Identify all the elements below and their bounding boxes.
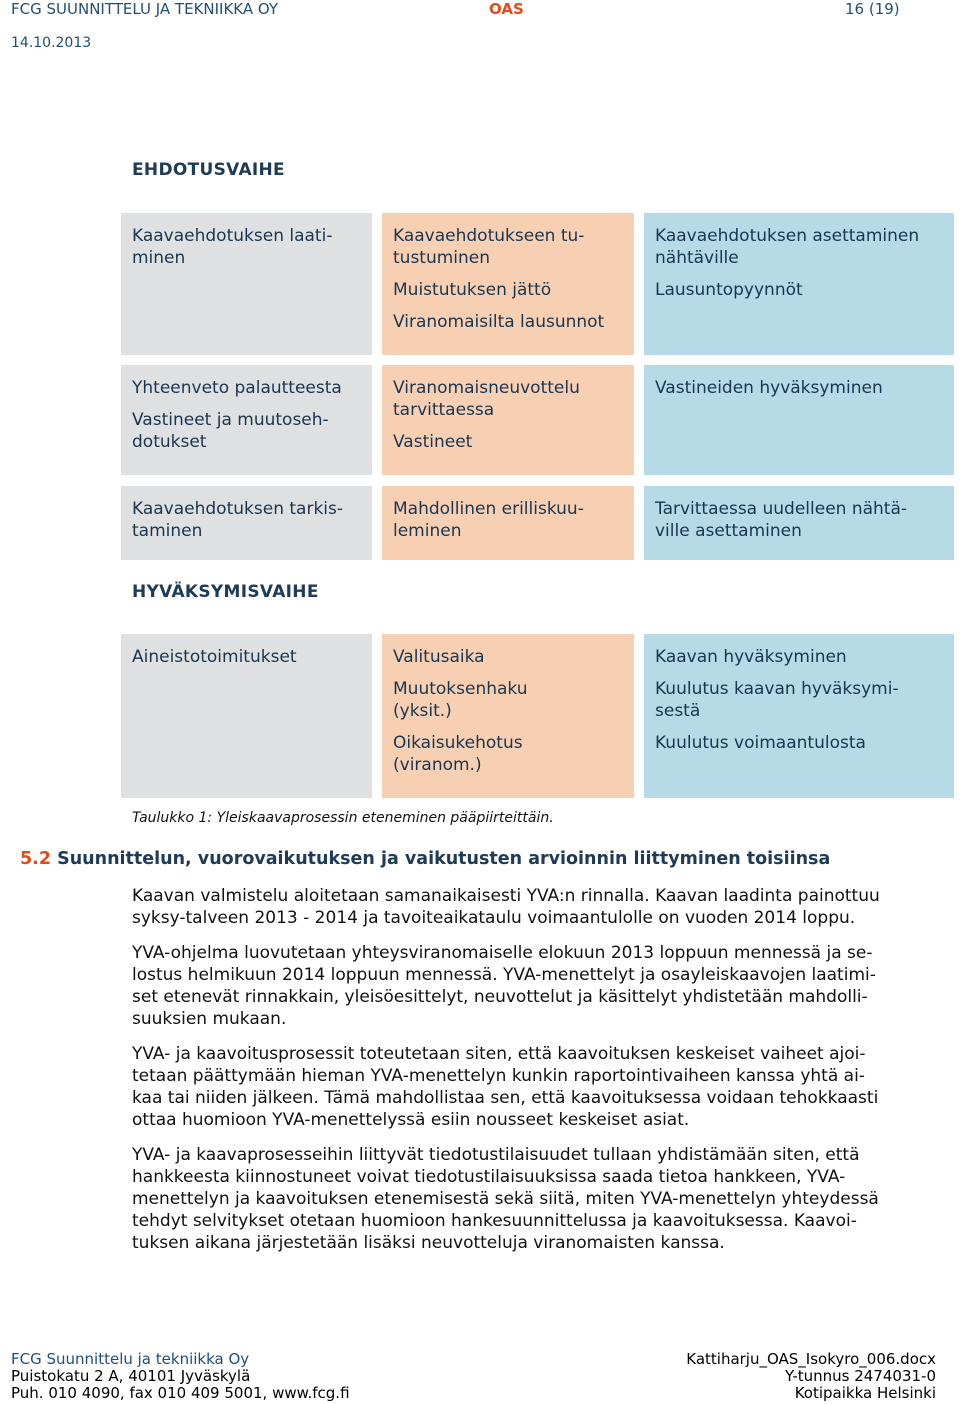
section-heading <box>20 849 830 869</box>
cell-line: Kaavan hyväksyminen <box>655 647 847 667</box>
paragraph: YVA- ja kaavoitusprosessit toteutetaan siten, että kaavoituksen keskeiset vaiheet ajoi- tetaan päättymään hieman YVA-menettelyn kunkin raportointivaiheen kanssa yhtä ai- kaa tai niiden jälkeen. Tämä mahdollistaa sen, että kaavoituksessa voidaan tehokkaasti ottaa huomioon YVA-menettelyssä esiin nousseet keskeiset asiat. <box>132 1044 879 1130</box>
phase-title-hyvaksymisvaihe: HYVÄKSYMISVAIHE <box>132 582 319 602</box>
cell-line: Kaavaehdotuksen tarkis- taminen <box>132 499 343 541</box>
cell-line: Oikaisukehotus (viranom.) <box>393 733 523 775</box>
header-page-number: 16 (19) <box>845 0 900 18</box>
paragraph: YVA- ja kaavaprosesseihin liittyvät tiedotustilaisuudet tullaan yhdistämään siten, että hankkeesta kiinnostuneet voivat tiedotustilaisuuksissa saada tietoa hankkeen, YVA- menettelyn ja kaavoituksen etenemisestä sekä siitä, miten YVA-menettelyn yhteydessä tehdyt selvitykset otetaan huomioon hankesuunnittelussa ja kaavoituksessa. Kaavoi- tuksen aikana järjestetään lisäksi neuvotteluja viranomaisten kanssa. <box>132 1145 879 1253</box>
paragraph: Kaavan valmistelu aloitetaan samanaikaisesti YVA:n rinnalla. Kaavan laadinta painottuu syksy-talveen 2013 - 2014 ja tavoiteaikataulu voimaantulolle on vuoden 2014 loppu. <box>132 886 880 928</box>
footer-company: FCG Suunnittelu ja tekniikka Oy <box>11 1350 250 1368</box>
table-cell-authorities <box>644 365 954 475</box>
footer-left <box>11 1351 350 1402</box>
footer-domicile: Kotipaikka Helsinki <box>794 1384 936 1402</box>
table-cell-responsible-municipality <box>121 486 372 560</box>
paragraph: YVA-ohjelma luovutetaan yhteysviranomaiselle elokuun 2013 loppuun mennessä ja se- lostus helmikuun 2014 loppuun mennessä. YVA-menettelyt ja osayleiskaavojen laatimi- set etenevät rinnakkain, yleisöesittelyt, neuvottelut ja käsittelyt yhdistetään mahdolli- suuksien mukaan. <box>132 943 876 1029</box>
table-cell-participation <box>382 213 634 355</box>
table-cell-responsible-municipality <box>121 634 372 798</box>
table-cell-participation <box>382 486 634 560</box>
cell-line: Kaavaehdotuksen asettaminen nähtäville <box>655 226 920 268</box>
cell-line: Yhteenveto palautteesta <box>132 378 342 398</box>
table-cell-authorities <box>644 634 954 798</box>
cell-line: Viranomaisilta lausunnot <box>393 312 605 332</box>
table-cell-authorities <box>644 486 954 560</box>
cell-line: Vastineiden hyväksyminen <box>655 378 883 398</box>
header-company: FCG SUUNNITTELU JA TEKNIIKKA OY <box>11 0 279 18</box>
table-caption: Taulukko 1: Yleiskaavaprosessin eteneminen pääpiirteittäin. <box>132 810 554 826</box>
cell-line: Valitusaika <box>393 647 485 667</box>
cell-line: Lausuntopyynnöt <box>655 280 803 300</box>
cell-line: Tarvittaessa uudelleen nähtä- ville asettaminen <box>655 499 908 541</box>
cell-line: Kuulutus voimaantulosta <box>655 733 866 753</box>
table-cell-responsible-municipality <box>121 213 372 355</box>
phase-title-ehdotusvaihe: EHDOTUSVAIHE <box>132 160 285 180</box>
table-cell-responsible-municipality <box>121 365 372 475</box>
footer-address: Puistokatu 2 A, 40101 Jyväskylä <box>11 1367 251 1385</box>
section-title: Suunnittelun, vuorovaikutuksen ja vaikutusten arvioinnin liittyminen toisiinsa <box>57 849 831 869</box>
table-cell-authorities <box>644 213 954 355</box>
cell-line: Muistutuksen jättö <box>393 280 552 300</box>
header-doc-type: OAS <box>489 0 524 18</box>
header-date: 14.10.2013 <box>11 35 92 51</box>
cell-line: Mahdollinen erilliskuu- leminen <box>393 499 584 541</box>
table-cell-participation <box>382 634 634 798</box>
cell-line: Vastineet <box>393 432 473 452</box>
cell-line: Kaavaehdotukseen tu- tustuminen <box>393 226 585 268</box>
cell-line: Kaavaehdotuksen laati- minen <box>132 226 333 268</box>
body-text <box>132 885 952 1254</box>
cell-line: Viranomaisneuvottelu tarvittaessa <box>393 378 580 420</box>
cell-line: Aineistotoimitukset <box>132 647 297 667</box>
footer-business-id: Y-tunnus 2474031-0 <box>784 1367 936 1385</box>
footer-right <box>686 1351 936 1402</box>
table-cell-participation <box>382 365 634 475</box>
cell-line: Kuulutus kaavan hyväksymi- sestä <box>655 679 899 721</box>
cell-line: Vastineet ja muutoseh- dotukset <box>132 410 329 452</box>
section-number: 5.2 <box>20 849 52 869</box>
footer-filename: Kattiharju_OAS_Isokyro_006.docx <box>686 1350 936 1368</box>
footer-contact: Puh. 010 4090, fax 010 409 5001, www.fcg.fi <box>11 1384 350 1402</box>
cell-line: Muutoksenhaku (yksit.) <box>393 679 528 721</box>
